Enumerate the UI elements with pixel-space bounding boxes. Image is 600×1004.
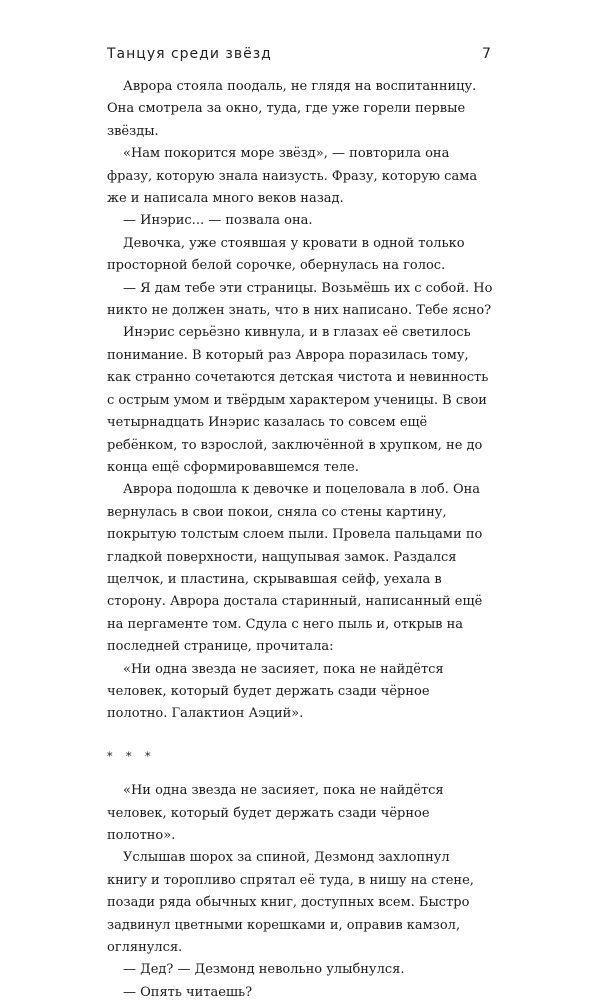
body-text <box>107 76 493 1004</box>
paragraph: Аврора подошла к девочке и поцеловала в лоб. Она вернулась в свои покои, сняла со стены картину, покрытую толстым слоем пыли. Провела пальцами по гладкой поверхности, нащупывая замок. Раздался щелчок, и пластина, скрывавшая сейф, уехала в сторону. Аврора достала старинный, написанный ещё на пергаменте том. Сдула с него пыль и, открыв на последней странице, прочитала: <box>107 482 483 655</box>
paragraph: — Инэрис... — позвала она. <box>123 213 313 229</box>
running-title: Танцуя среди звёзд <box>107 46 272 62</box>
paragraph: «Ни одна звезда не засияет, пока не найдётся человек, который будет держать сзади чёрное полотно». <box>107 783 444 843</box>
paragraph: — Дед? — Дезмонд невольно улыбнулся. <box>123 962 405 978</box>
paragraph: — Я дам тебе эти страницы. Возьмёшь их с собой. Но никто не должен знать, что в них написано. Тебе ясно? <box>107 280 493 319</box>
page-number: 7 <box>482 46 491 62</box>
paragraph: Инэрис серьёзно кивнула, и в глазах её светилось понимание. В который раз Аврора поразилась тому, как странно сочетаются детская чистота и невинность с острым умом и твёрдым характером ученицы. В свои четырнадцать Инэрис казалась то совсем ещё ребёнком, то взрослой, заключённой в хрупком, не до конца ещё сформировавшемся теле. <box>107 325 489 475</box>
scene-separator: * * * <box>107 749 156 763</box>
paragraph: Услышав шорох за спиной, Дезмонд захлопнул книгу и торопливо спрятал её туда, в нишу на стене, позади ряда обычных книг, доступных всем. Быстро задвинул цветными корешками и, оправив камзол, оглянулся. <box>107 850 474 956</box>
paragraph: «Ни одна звезда не засияет, пока не найдётся человек, который будет держать сзади чёрное полотно. Галактион Аэций». <box>107 661 444 722</box>
paragraph: «Нам покорится море звёзд», — повторила она фразу, которую знала наизусть. Фразу, которую сама же и написала много веков назад. <box>107 146 478 207</box>
paragraph: Девочка, уже стоявшая у кровати в одной только просторной белой сорочке, обернулась на голос. <box>107 235 465 274</box>
paragraph: Аврора стояла поодаль, не глядя на воспитанницу. Она смотрела за окно, туда, где уже горели первые звёзды. <box>107 79 477 139</box>
paragraph: — Опять читаешь? <box>123 984 253 1000</box>
